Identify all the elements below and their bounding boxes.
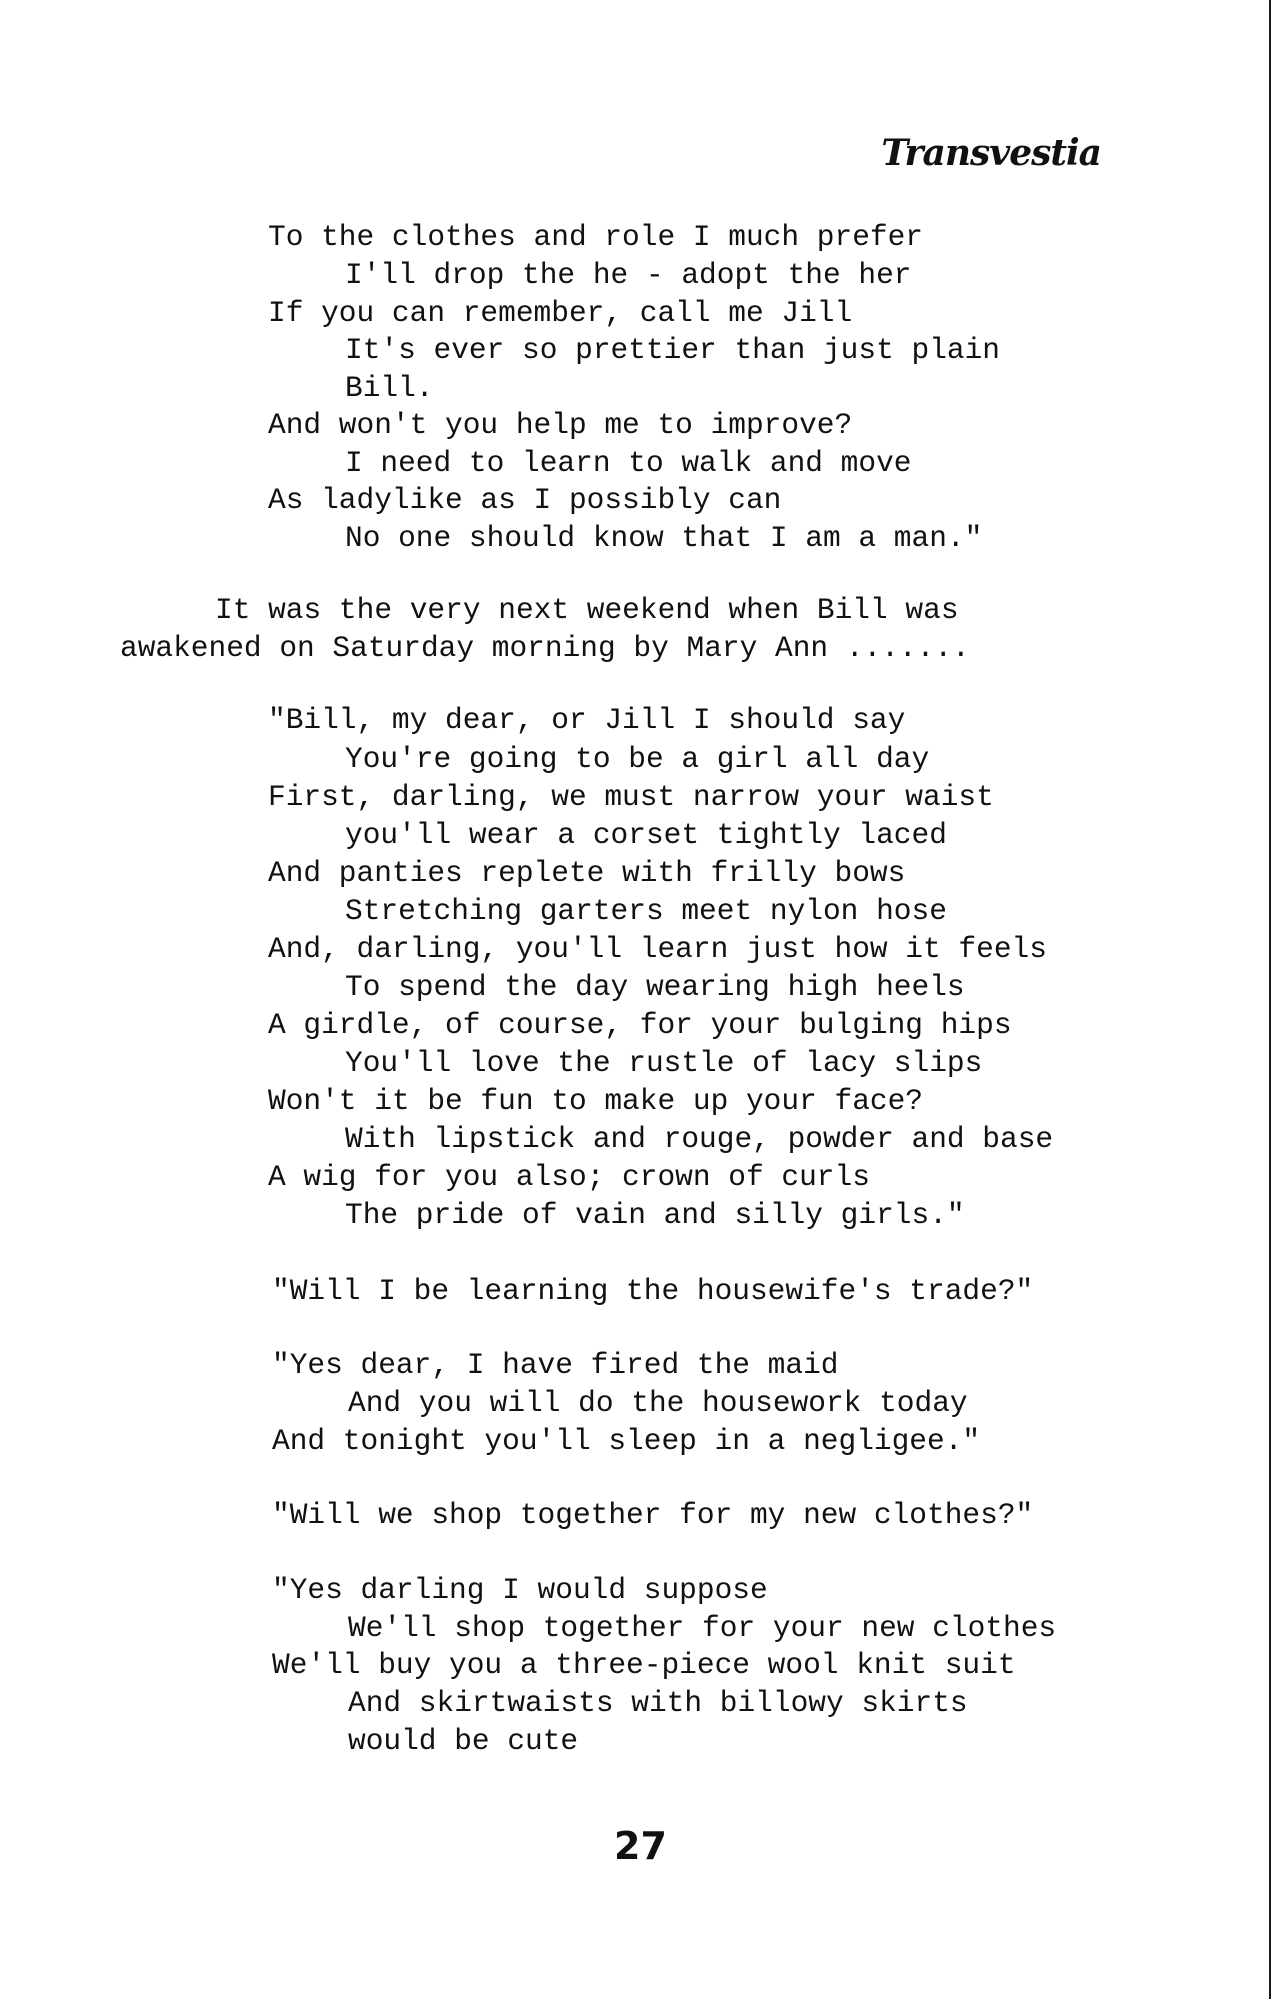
verse-line: "Will I be learning the housewife's trade?": [272, 1274, 1034, 1308]
verse-line: First, darling, we must narrow your waist: [268, 780, 994, 814]
verse-line: "Will we shop together for my new clothes?": [272, 1498, 1034, 1532]
verse-line: you'll wear a corset tightly laced: [345, 818, 947, 852]
verse-line: Won't it be fun to make up your face?: [268, 1084, 924, 1118]
verse-line: And you will do the housework today: [348, 1386, 968, 1420]
prose-line: awakened on Saturday morning by Mary Ann .......: [120, 631, 970, 665]
verse-line: To spend the day wearing high heels: [345, 970, 965, 1004]
verse-line: "Bill, my dear, or Jill I should say: [268, 703, 906, 737]
page-edge: [1269, 0, 1271, 1999]
verse-line: I need to learn to walk and move: [345, 446, 912, 480]
verse-line: A girdle, of course, for your bulging hips: [268, 1008, 1012, 1042]
verse-line: I'll drop the he - adopt the her: [345, 258, 912, 292]
verse-line: "Yes darling I would suppose: [272, 1573, 768, 1607]
verse-line: You'll love the rustle of lacy slips: [345, 1046, 983, 1080]
verse-line: We'll shop together for your new clothes: [348, 1611, 1057, 1645]
verse-line: Stretching garters meet nylon hose: [345, 894, 947, 928]
verse-line: To the clothes and role I much prefer: [268, 220, 924, 254]
verse-line: A wig for you also; crown of curls: [268, 1160, 870, 1194]
page-number: 27: [614, 1824, 667, 1868]
running-title: Transvestia: [881, 132, 1101, 174]
verse-line: Bill.: [345, 371, 434, 405]
verse-line: And tonight you'll sleep in a negligee.": [272, 1424, 981, 1458]
verse-line: And won't you help me to improve?: [268, 408, 853, 442]
verse-line: As ladylike as I possibly can: [268, 483, 782, 517]
verse-line: And panties replete with frilly bows: [268, 856, 906, 890]
verse-line: It's ever so prettier than just plain: [345, 333, 1001, 367]
verse-line: No one should know that I am a man.": [345, 521, 983, 555]
verse-line: We'll buy you a three-piece wool knit suit: [272, 1648, 1016, 1682]
verse-line: And, darling, you'll learn just how it feels: [268, 932, 1047, 966]
verse-line: "Yes dear, I have fired the maid: [272, 1348, 839, 1382]
verse-line: You're going to be a girl all day: [345, 742, 930, 776]
verse-line: If you can remember, call me Jill: [268, 296, 853, 330]
prose-line: It was the very next weekend when Bill was: [215, 593, 959, 627]
verse-line: The pride of vain and silly girls.": [345, 1198, 965, 1232]
verse-line: would be cute: [348, 1724, 579, 1758]
verse-line: With lipstick and rouge, powder and base: [345, 1122, 1054, 1156]
verse-line: And skirtwaists with billowy skirts: [348, 1686, 968, 1720]
